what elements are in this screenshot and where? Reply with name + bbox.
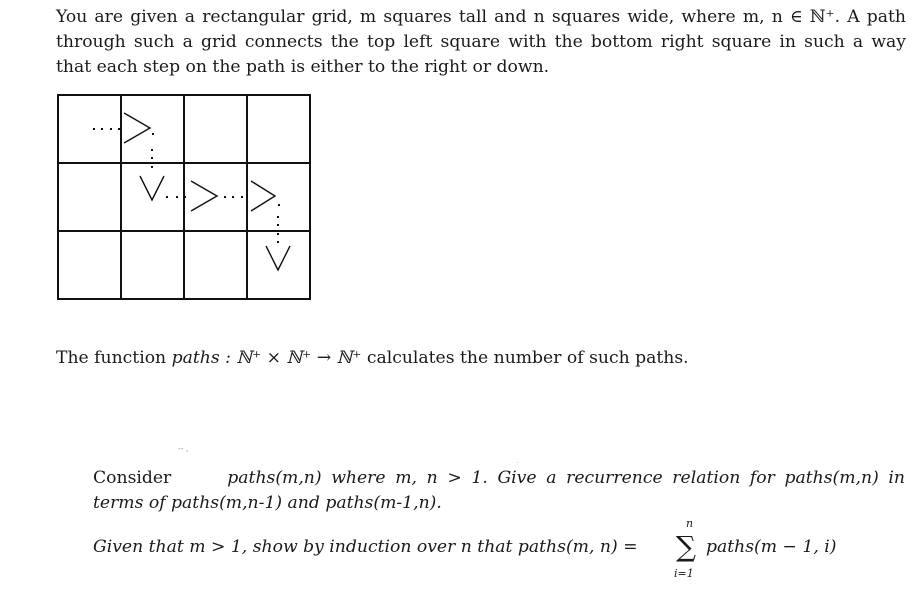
induction-question <box>93 535 638 560</box>
path-dot <box>277 233 279 235</box>
recurrence-question <box>93 466 905 516</box>
right-arrow-icon <box>191 181 217 211</box>
function-suffix: calculates the number of such paths. <box>361 348 689 368</box>
grid-cell-r1c3 <box>184 95 247 163</box>
right-arrow-icon <box>124 113 150 143</box>
path-dot <box>277 241 279 243</box>
grid-cell-r3c2 <box>121 231 184 299</box>
intro-line-1: You are given a rectangular grid, m squares tall and n squares wide, where m, n ∈ ℕ⁺. A path <box>56 7 906 27</box>
sum-lower-limit: i=1 <box>674 567 694 580</box>
path-dot <box>151 149 153 151</box>
grid-cell-r1c2 <box>121 95 184 163</box>
down-arrow-icon <box>266 246 290 270</box>
induction-question-text: Given that m > 1, show by induction over n that paths(m, n) = <box>93 537 638 557</box>
sum-body: paths(m − 1, i) <box>706 537 837 557</box>
path-dot <box>118 128 120 130</box>
consider-word: Consider <box>93 468 172 488</box>
sum-upper-limit: n <box>686 517 694 530</box>
path-dot <box>184 196 186 198</box>
path-dot <box>277 216 279 218</box>
path-dot <box>110 128 112 130</box>
grid-cell-r3c1 <box>58 231 121 299</box>
path-arrows <box>124 113 290 270</box>
path-dot <box>151 166 153 168</box>
path-dot <box>277 224 279 226</box>
grid-cell-r2c4 <box>247 163 310 231</box>
grid-cell-r3c3 <box>184 231 247 299</box>
scan-artifact: -- , <box>178 444 189 453</box>
intro-line-2: through such a grid connects the top left square with the bottom right square in such a way <box>56 32 906 52</box>
path-dot <box>101 128 103 130</box>
down-arrow-icon <box>140 176 164 200</box>
path-dot <box>93 128 95 130</box>
function-prefix: The function <box>56 348 172 368</box>
path-dot <box>152 133 154 135</box>
function-signature: paths : ℕ⁺ × ℕ⁺ → ℕ⁺ <box>171 348 362 368</box>
path-dot <box>241 196 243 198</box>
scan-artifact: · <box>517 460 519 467</box>
path-dot <box>176 196 178 198</box>
sum-symbol: ∑ <box>676 530 696 563</box>
recurrence-question-text: paths(m,n) where m, n > 1. Give a recurrence relation for paths(m,n) in <box>227 468 905 488</box>
path-dot <box>278 204 280 206</box>
path-dot <box>166 196 168 198</box>
path-dot <box>232 196 234 198</box>
grid-cell-r2c2 <box>121 163 184 231</box>
recurrence-question-line-2: terms of paths(m,n-1) and paths(m-1,n). <box>93 493 442 513</box>
path-dot <box>224 196 226 198</box>
grid-cell-r1c4 <box>247 95 310 163</box>
right-arrow-icon <box>251 181 275 211</box>
function-definition <box>56 346 689 371</box>
recurrence-question-line-1 <box>93 466 905 491</box>
grid-cell-r2c1 <box>58 163 121 231</box>
path-dot <box>151 157 153 159</box>
intro-line-3: that each step on the path is either to the right or down. <box>56 57 550 77</box>
